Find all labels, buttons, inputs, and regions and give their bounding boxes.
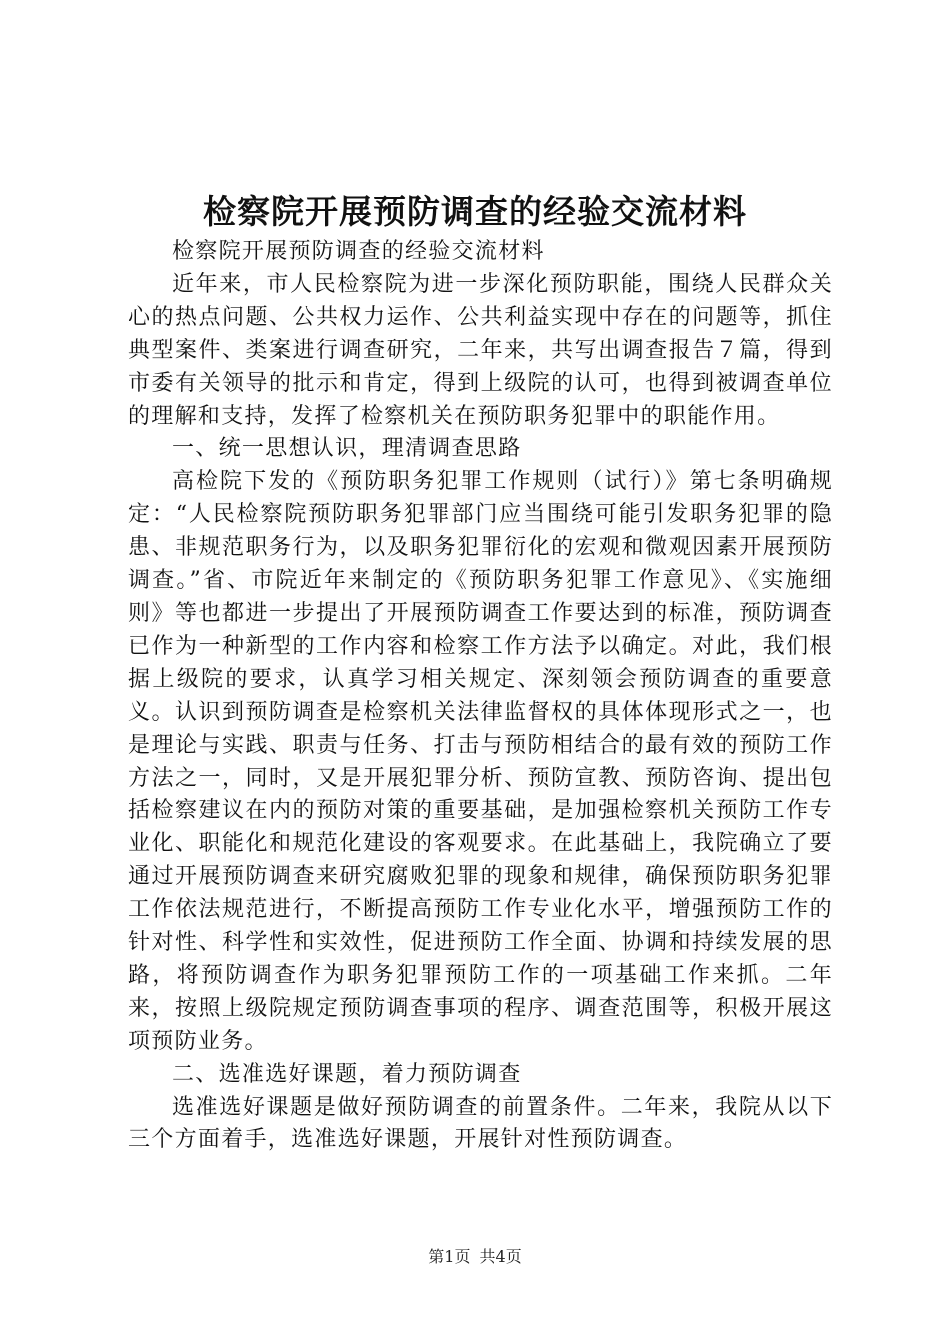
- document-body: [128, 236, 833, 1157]
- paragraph-section-2: 选准选好课题是做好预防调查的前置条件。二年来，我院从以下三个方面着手，选准选好课题，开展针对性预防调查。: [128, 1094, 833, 1153]
- document-title: 检察院开展预防调查的经验交流材料: [203, 192, 747, 231]
- paragraph-section-1: 高检院下发的《预防职务犯罪工作规则（试行）》第七条明确规定：“人民检察院预防职务犯罪部门应当围绕可能引发职务犯罪的隐患、非规范职务行为，以及职务犯罪衍化的宏观和微观因素开展预防调查。”省、市院近年来制定的《预防职务犯罪工作意见》、《实施细则》等也都进一步提出了开展预防调查工作要达到的标准，预防调查已作为一种新型的工作内容和检察工作方法予以确定。对此，我们根据上级院的要求，认真学习相关规定、深刻领会预防调查的重要意义。认识到预防调查是检察机关法律监督权的具体体现形式之一，也是理论与实践、职责与任务、打击与预防相结合的最有效的预防工作方法之一，同时，又是开展犯罪分析、预防宣教、预防咨询、提出包括检察建议在内的预防对策的重要基础，是加强检察机关预防工作专业化、职能化和规范化建设的客观要求。在此基础上，我院确立了要通过开展预防调查来研究腐败犯罪的现象和规律，确保预防职务犯罪工作依法规范进行，不断提高预防工作专业化水平，增强预防工作的针对性、科学性和实效性，促进预防工作全面、协调和持续发展的思路，将预防调查作为职务犯罪预防工作的一项基础工作来抓。二年来，按照上级院规定预防调查事项的程序、调查范围等，积极开展这项预防业务。: [128, 469, 833, 1054]
- page-total: 共4页: [479, 1247, 522, 1266]
- page-footer: [0, 1244, 950, 1267]
- paragraph-subtitle: 检察院开展预防调查的经验交流材料: [172, 239, 545, 264]
- section-heading-1: 一、统一思想认识，理清调查思路: [172, 436, 522, 462]
- page-number: 第1页: [428, 1247, 471, 1266]
- paragraph-intro: 近年来，市人民检察院为进一步深化预防职能，围绕人民群众关心的热点问题、公共权力运作、公共利益实现中存在的问题等，抓住典型案件、类案进行调查研究，二年来，共写出调查报告７篇，得到市委有关领导的批示和肯定，得到上级院的认可，也得到被调查单位的理解和支持，发挥了检察机关在预防职务犯罪中的职能作用。: [128, 271, 833, 429]
- section-heading-2: 二、选准选好课题，着力预防调查: [172, 1061, 522, 1087]
